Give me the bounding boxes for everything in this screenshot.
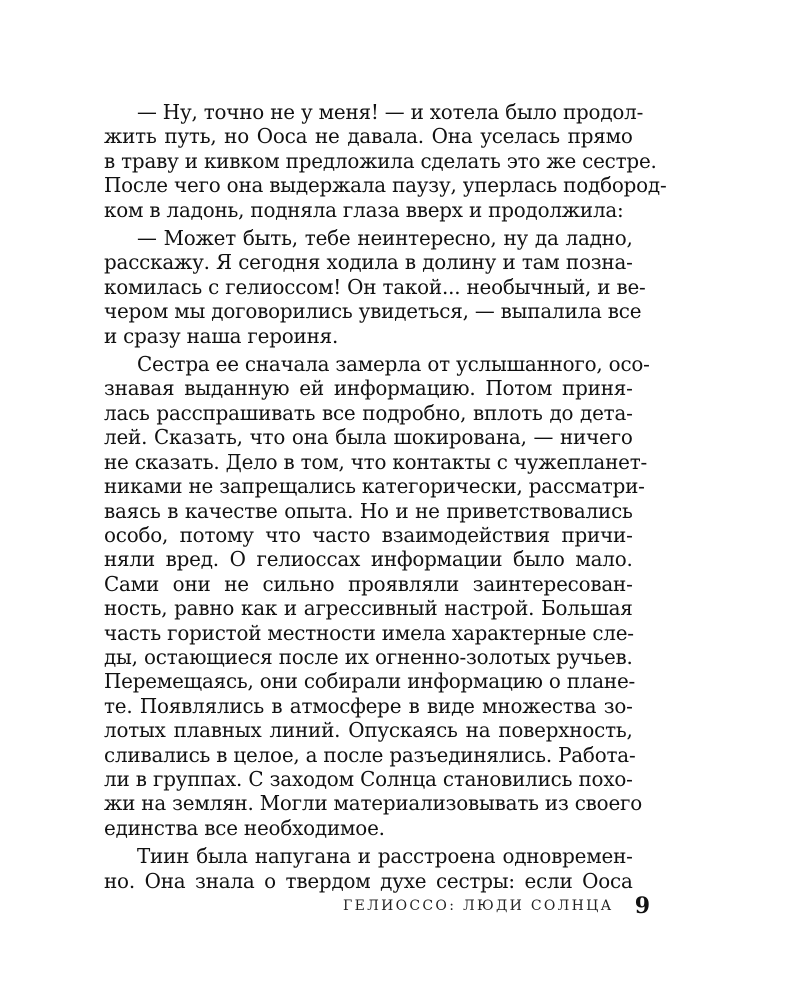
paragraph xyxy=(104,844,633,893)
text-line: те. Появлялись в атмосфере в виде множества зо- xyxy=(104,693,633,718)
text-line: знавая выданную ей информацию. Потом приня- xyxy=(104,376,633,401)
text-line: ды, остающиеся после их огненно-золотых ручьев. xyxy=(104,644,633,669)
paragraph xyxy=(104,352,650,840)
text-line: и сразу наша героиня. xyxy=(104,323,339,348)
text-line: — Ну, точно не у меня! — и хотела было продол- xyxy=(136,100,644,124)
text-line: жи на землян. Могли материализовывать из своего xyxy=(104,791,643,816)
text-line: няли вред. О гелиоссах информации было мало. xyxy=(104,547,633,572)
text-line: Тиин была напугана и расстроена одновремен- xyxy=(136,844,633,869)
text-line: никами не запрещались категорически, рассматри- xyxy=(104,474,645,499)
page-number: 9 xyxy=(634,893,650,919)
text-line: лотых плавных линий. Опускаясь на поверхность, xyxy=(104,718,633,743)
text-line: ность, равно как и агрессивный настрой. Большая xyxy=(104,596,633,621)
text-line: комилась с гелиоссом! Он такой... необычный, и ве- xyxy=(104,274,646,299)
text-line: ли в группах. С заходом Солнца становились похо- xyxy=(104,766,633,791)
text-line: часть гористой местности имела характерные сле- xyxy=(104,620,634,645)
text-line: чером мы договорились увидеться, — выпалила все xyxy=(104,299,642,324)
text-line: После чего она выдержала паузу, уперлась подбород- xyxy=(104,173,667,198)
text-line: Перемещаясь, они собирали информацию о плане- xyxy=(104,669,636,694)
text-line: жить путь, но Ооса не давала. Она уселась прямо xyxy=(104,124,633,149)
text-line: ком в ладонь, подняла глаза вверх и продолжила: xyxy=(104,197,624,222)
text-line: не сказать. Дело в том, что контакты с чужепланет- xyxy=(104,449,648,474)
text-line: лась расспрашивать все подробно, вплоть до дета- xyxy=(104,400,633,425)
paragraph xyxy=(104,100,667,222)
text-line: Сестра ее сначала замерла от услышанного, осо- xyxy=(136,352,650,377)
text-line: расскажу. Я сегодня ходила в долину и там позна- xyxy=(104,250,633,275)
text-line: — Может быть, тебе неинтересно, ну да ладно, xyxy=(136,226,633,251)
text-line: сливались в целое, а после разъединялись. Работа- xyxy=(104,742,636,767)
text-line: особо, потому что часто взаимодействия причи- xyxy=(104,522,633,547)
text-line: единства все необходимое. xyxy=(104,815,385,840)
paragraph xyxy=(104,226,646,348)
text-line: лей. Сказать, что она была шокирована, — ничего xyxy=(104,425,633,450)
text-line: Сами они не сильно проявляли заинтересован- xyxy=(104,571,633,596)
running-title: ГЕЛИОССО: ЛЮДИ СОЛНЦА xyxy=(343,898,614,914)
text-line: ваясь в качестве опыта. Но и не приветствовались xyxy=(104,498,633,523)
text-line: в траву и кивком предложила сделать это же сестре. xyxy=(104,148,657,173)
text-line: но. Она знала о твердом духе сестры: если Ооса xyxy=(104,868,633,893)
page-footer xyxy=(0,893,650,919)
page-body xyxy=(104,100,667,897)
